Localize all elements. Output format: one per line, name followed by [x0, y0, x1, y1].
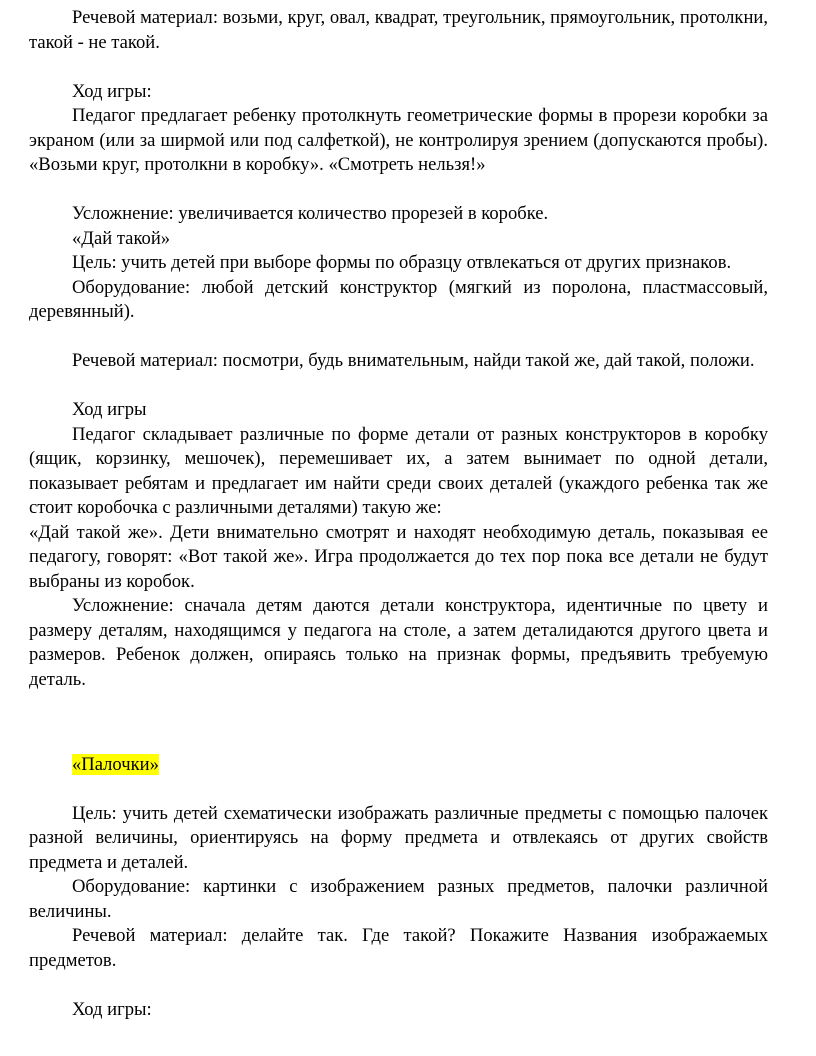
- paragraph-game-course-heading-1: Ход игры:: [72, 80, 152, 102]
- paragraph-equipment-2: Оборудование: картинки с изображением разных предметов, палочки различной величины.: [29, 876, 768, 922]
- paragraph-equipment-1: Оборудование: любой детский конструктор (мягкий из поролона, пластмассовый, деревянный).: [29, 276, 768, 322]
- paragraph-speech-material-3: Речевой материал: делайте так. Где такой? Покажите Названия изображаемых предметов.: [29, 925, 768, 971]
- paragraph-game-course-3: «Дай такой же». Дети внимательно смотрят и находят необходимую деталь, показывая ее педагогу, говорят: «Вот такой же». Игра продолжается до тех пор пока все детали не будут выбраны из коробок.: [29, 521, 768, 592]
- paragraph-complication-2: Усложнение: сначала детям даются детали конструктора, идентичные по цвету и размеру деталям, находящимся у педагога на столе, а затем деталидаются другого цвета и размеров. Ребенок должен, опираясь только на признак формы, предъявить требуемую деталь.: [29, 595, 768, 690]
- game-title-give-such: «Дай такой»: [72, 227, 171, 249]
- blank-line: [29, 728, 768, 753]
- blank-line: [29, 973, 768, 998]
- paragraph-goal-2: Цель: учить детей схематически изображать различные предметы с помощью палочек разной величины, ориентируясь на форму предмета и отвлекаясь от других свойств предмета и деталей.: [29, 802, 768, 873]
- blank-line: [29, 777, 768, 802]
- paragraph-speech-material-2: Речевой материал: посмотри, будь внимательным, найди такой же, дай такой, положи.: [72, 350, 755, 371]
- paragraph-game-course-1: Педагог предлагает ребенку протолкнуть геометрические формы в прорези коробки за экраном (или за ширмой или под салфеткой), не контролируя зрением (допускаются пробы). «Возьми круг, протолкни в коробку». «Смотреть нельзя!»: [29, 105, 768, 175]
- paragraph-game-course-2: Педагог складывает различные по форме детали от разных конструкторов в коробку (ящик, корзинку, мешочек), перемешивает их, а затем вынимает по одной детали, показывает ребятам и предлагает им найти среди своих деталей (укаждого ребенка так же стоит коробочка с различными деталями) такую же:: [29, 423, 768, 518]
- blank-line: [29, 692, 768, 728]
- paragraph-goal-1: Цель: учить детей при выборе формы по образцу отвлекаться от других признаков.: [72, 252, 732, 273]
- paragraph-game-course-heading-2: Ход игры: [72, 399, 147, 420]
- document-body: [29, 6, 768, 1022]
- paragraph-speech-material-1: Речевой материал: возьми, круг, овал, квадрат, треугольник, прямоугольник, протолкни, такой - не такой.: [29, 7, 768, 53]
- blank-line: [29, 325, 768, 350]
- paragraph-game-course-heading-3: Ход игры:: [72, 998, 152, 1020]
- paragraph-complication-1: Усложнение: увеличивается количество прорезей в коробке.: [72, 203, 549, 224]
- game-title-sticks: [29, 753, 768, 778]
- blank-line: [29, 178, 768, 203]
- highlighted-title: «Палочки»: [72, 753, 159, 775]
- blank-line: [29, 374, 768, 399]
- blank-line: [29, 55, 768, 80]
